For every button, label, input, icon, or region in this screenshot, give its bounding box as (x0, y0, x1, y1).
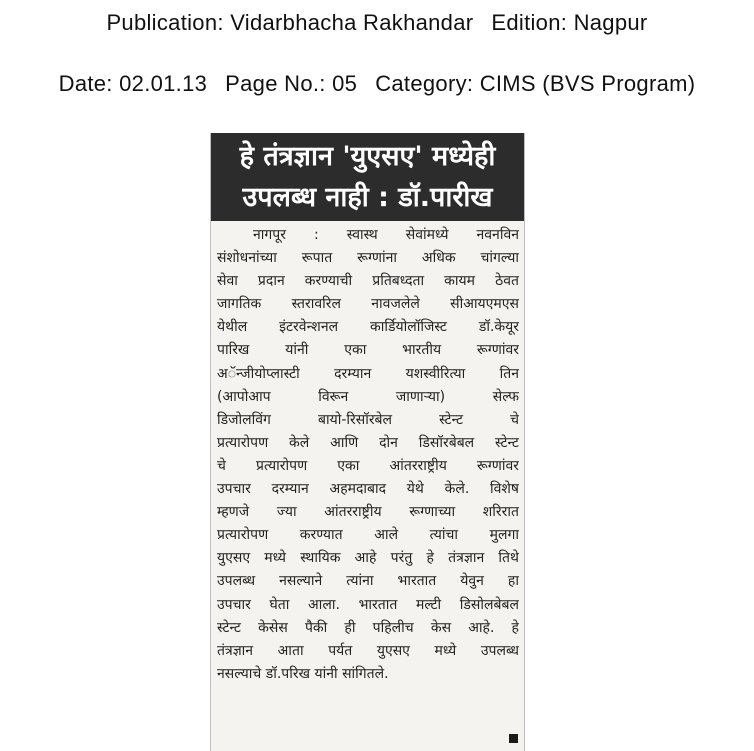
article-line: सेवा प्रदान करण्याची प्रतिबध्दता कायम ठेवत (217, 273, 519, 290)
article-line: डिजोलविंग बायो-रिसॉरबेल स्टेन्ट चे (217, 411, 519, 428)
article-line: (आपोआप विरून जाणाऱ्या) सेल्फ (217, 388, 519, 405)
article-line: नसल्याचे डॉ.परिख यांनी सांगितले. (217, 665, 389, 682)
article-line: उपचार घेता आला. भारतात मल्टी डिसोलबेबल (217, 596, 519, 613)
article-line: तंत्रज्ञान आता पर्यत युएसए मध्ये उपलब्ध (217, 642, 519, 659)
article-line: जागतिक स्तरावरिल नावजलेले सीआयएमएस (217, 296, 519, 313)
article-line: युएसए मध्ये स्थायिक आहे परंतु हे तंत्रज्ञान तिथे (217, 550, 519, 567)
article-line: चे प्रत्यारोपण एका आंतरराष्ट्रीय रूग्णांवर (217, 457, 519, 474)
date-page-category-line (0, 71, 754, 97)
edition-label: Edition: Nagpur (491, 10, 648, 35)
article-line: प्रत्यारोपण करण्यात आले त्यांचा मुलगा (217, 527, 519, 544)
date-label: Date: 02.01.13 (58, 71, 208, 96)
article-body (217, 224, 519, 686)
article-line: उपचार दरम्यान अहमदाबाद येथे केले. विशेष (217, 481, 519, 498)
article-line: म्हणजे ज्या आंतरराष्ट्रीय रूग्णाच्या शरिरात (217, 504, 519, 521)
headline-banner (211, 133, 524, 221)
publication-edition-line (0, 10, 754, 36)
article-line: अॅन्जीयोप्लास्टी दरम्यान यशस्वीरित्या तिन (217, 365, 519, 382)
article-line: येथील इंटरवेन्शनल कार्डियोलॉजिस्ट डॉ.केयूर (217, 319, 519, 336)
category-label: Category: CIMS (BVS Program) (375, 71, 696, 96)
end-of-article-mark (509, 734, 518, 743)
article-line: स्टेन्ट केसेस पैकी ही पहिलीच केस आहे. हे (217, 619, 519, 636)
article-line: संशोधनांच्या रूपात रूग्णांना अधिक चांगल्या (217, 250, 519, 267)
newspaper-clipping (210, 133, 525, 751)
article-line: नागपूर : स्वास्थ सेवांमध्ये नवनविन (253, 227, 519, 243)
article-line: पारिख यांनी एका भारतीय रूग्णांवर (217, 342, 519, 359)
article-line: उपलब्ध नसल्याने त्यांना भारतात येवुन हा (217, 573, 519, 590)
article-line: प्रत्यारोपण केले आणि दोन डिसॉरबेबल स्टेन्ट (217, 434, 519, 451)
publication-label: Publication: Vidarbhacha Rakhandar (106, 10, 474, 35)
page-number-label: Page No.: 05 (225, 71, 358, 96)
headline-line-2: उपलब्ध नाही : डॉ.पारीख (242, 182, 493, 213)
headline-line-1: हे तंत्रज्ञान 'युएसए' मध्येही (239, 141, 496, 172)
